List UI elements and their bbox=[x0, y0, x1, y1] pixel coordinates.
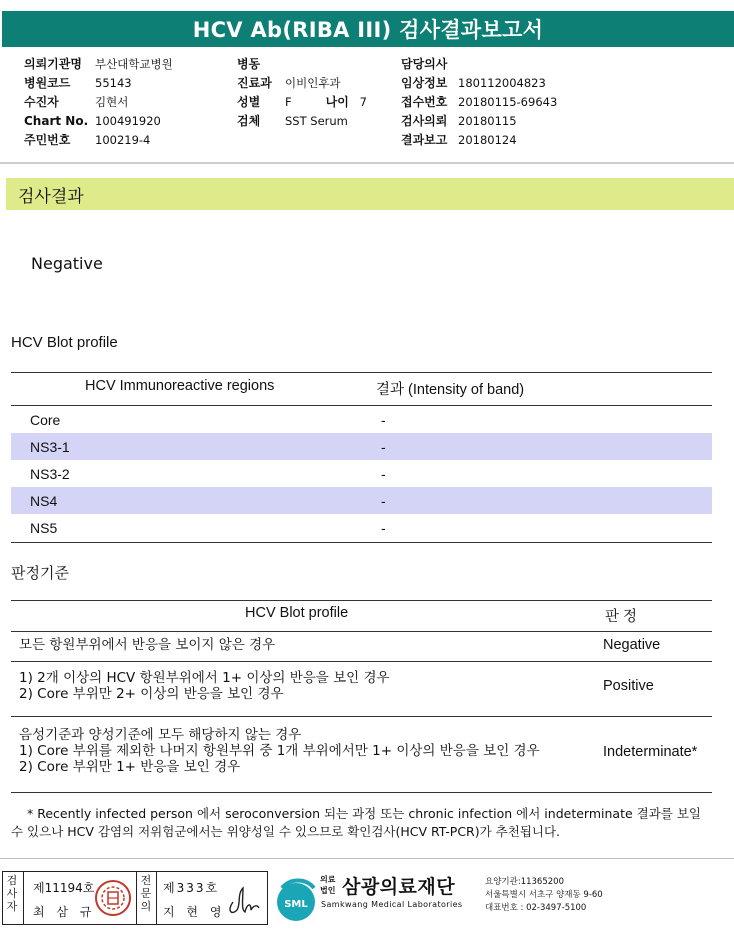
report-title: HCV Ab(RIBA III) 검사결과보고서 bbox=[2, 11, 734, 47]
legal-entity-label: 의료법인 bbox=[320, 875, 336, 895]
info-row bbox=[237, 54, 367, 73]
criteria-header-profile: HCV Blot profile bbox=[245, 605, 349, 621]
overall-result-value: Negative bbox=[31, 254, 103, 273]
signature-box bbox=[2, 871, 268, 925]
sml-logo-icon bbox=[272, 874, 322, 922]
specialist-name: 지 현 영 bbox=[163, 905, 226, 919]
info-label: 담당의사 bbox=[401, 57, 448, 71]
footnote-line: * Recently infected person 에서 seroconversion 되는 과정 또는 chronic infection 에서 indeterminate 결과를 보일 bbox=[27, 806, 701, 821]
contact-line: 대표번호 : 02-3497-5100 bbox=[485, 903, 587, 913]
info-label: Chart No. bbox=[24, 113, 89, 128]
specialist-label-char: 전 bbox=[140, 874, 152, 887]
info-row bbox=[401, 73, 557, 92]
info-row bbox=[237, 73, 367, 92]
blot-result: - bbox=[381, 492, 386, 509]
info-row bbox=[237, 111, 367, 130]
section-divider bbox=[0, 162, 734, 164]
organization-name: 삼광의료재단 bbox=[342, 876, 456, 898]
info-label: 의뢰기관명 bbox=[24, 57, 82, 71]
info-value: 100219-4 bbox=[95, 132, 151, 147]
info-row bbox=[401, 92, 557, 111]
table-rule bbox=[11, 372, 712, 373]
info-row bbox=[401, 111, 557, 130]
criteria-condition bbox=[19, 727, 540, 775]
tester-label bbox=[3, 874, 21, 913]
contact-line: 서울특별시 서초구 양재동 9-60 bbox=[485, 890, 603, 900]
footer-divider bbox=[0, 858, 734, 859]
blot-profile-title: HCV Blot profile bbox=[11, 334, 118, 351]
handwritten-signature-icon bbox=[223, 880, 263, 918]
info-row bbox=[401, 54, 557, 73]
info-value: 20180115 bbox=[458, 113, 517, 128]
blot-header-result: 결과 (Intensity of band) bbox=[376, 382, 525, 398]
table-rule bbox=[11, 542, 712, 543]
patient-info-col3 bbox=[401, 54, 557, 149]
criteria-line: 2) Core 부위만 1+ 반응을 보인 경우 bbox=[19, 759, 241, 775]
table-rule bbox=[11, 631, 712, 632]
age-value: 7 bbox=[359, 94, 367, 109]
info-label: 검사의뢰 bbox=[401, 114, 448, 128]
info-value: 이비인후과 bbox=[285, 75, 341, 90]
blot-region: NS3-2 bbox=[30, 465, 70, 482]
blot-result: - bbox=[381, 465, 386, 482]
blot-region: NS4 bbox=[30, 492, 58, 509]
criteria-condition bbox=[19, 637, 275, 653]
tester-name: 최 삼 규 bbox=[33, 905, 96, 919]
info-value: 부산대학교병원 bbox=[95, 56, 173, 71]
blot-row bbox=[11, 460, 712, 487]
blot-row bbox=[11, 406, 712, 433]
info-row bbox=[24, 73, 173, 92]
specialist-label-char: 문 bbox=[140, 887, 152, 900]
criteria-judgement: Positive bbox=[603, 678, 654, 694]
criteria-title: 판정기준 bbox=[11, 565, 69, 582]
criteria-line: 음성기준과 양성기준에 모두 해당하지 않는 경우 bbox=[19, 727, 302, 743]
info-label: 임상정보 bbox=[401, 76, 448, 90]
info-row bbox=[237, 92, 367, 111]
criteria-judgement: Negative bbox=[603, 637, 661, 653]
info-value: F bbox=[285, 94, 292, 109]
patient-info-col2 bbox=[237, 54, 367, 130]
blot-result: - bbox=[381, 411, 386, 428]
info-label: 접수번호 bbox=[401, 95, 448, 109]
blot-row bbox=[11, 487, 712, 514]
blot-row bbox=[11, 514, 712, 541]
info-value: 20180124 bbox=[458, 132, 517, 147]
info-label: 결과보고 bbox=[401, 133, 448, 147]
tester-license-no: 제11194호 bbox=[33, 881, 95, 895]
age-label: 나이 bbox=[325, 95, 349, 109]
info-label: 성별 bbox=[237, 95, 261, 109]
info-value: 55143 bbox=[95, 75, 132, 90]
info-row bbox=[24, 92, 173, 111]
patient-info-block bbox=[0, 52, 734, 156]
info-value: 20180115-69643 bbox=[458, 94, 558, 109]
criteria-line: 1) 2개 이상의 HCV 항원부위에서 1+ 이상의 반응을 보인 경우 bbox=[19, 670, 390, 686]
seal-stamp-icon bbox=[93, 878, 133, 918]
info-value: 김현서 bbox=[95, 94, 129, 109]
info-label: 진료과 bbox=[237, 76, 272, 90]
info-label: 병동 bbox=[237, 57, 261, 71]
footnote-line: 수 있으나 HCV 감염의 저위험군에서는 위양성일 수 있으므로 확인검사(HCV RT-PCR)가 추천됩니다. bbox=[11, 824, 561, 839]
tester-label-char: 사 bbox=[6, 887, 18, 900]
tester-label-char: 검 bbox=[6, 874, 18, 887]
info-row bbox=[24, 111, 173, 130]
info-row bbox=[401, 130, 557, 149]
cell-divider bbox=[23, 872, 24, 924]
info-label: 병원코드 bbox=[24, 76, 71, 90]
blot-result: - bbox=[381, 438, 386, 455]
table-rule bbox=[11, 661, 712, 662]
tester-label-char: 자 bbox=[6, 900, 18, 913]
criteria-line: 2) Core 부위만 2+ 이상의 반응을 보인 경우 bbox=[19, 686, 284, 702]
cell-divider bbox=[156, 872, 157, 924]
table-rule bbox=[11, 600, 712, 601]
organization-english-name: Samkwang Medical Laboratories bbox=[321, 900, 463, 909]
result-section-heading: 검사결과 bbox=[6, 178, 734, 210]
info-value: SST Serum bbox=[285, 113, 348, 128]
logo-text: SML bbox=[284, 899, 308, 910]
criteria-line: 모든 항원부위에서 반응을 보이지 않은 경우 bbox=[19, 637, 276, 653]
specialist-license-no: 제333호 bbox=[163, 881, 220, 895]
organization-contact bbox=[485, 876, 603, 915]
criteria-line: 1) Core 부위를 제외한 나머지 항원부위 중 1개 부위에서만 1+ 이상의 반응을 보인 경우 bbox=[19, 743, 540, 759]
specialist-label bbox=[137, 874, 155, 913]
info-label: 주민번호 bbox=[24, 133, 71, 147]
info-label: 수진자 bbox=[24, 95, 59, 109]
patient-info-col1 bbox=[24, 54, 173, 149]
criteria-header-judgement: 판 정 bbox=[605, 609, 638, 625]
blot-region: NS3-1 bbox=[30, 438, 70, 455]
blot-region: NS5 bbox=[30, 519, 58, 536]
table-rule bbox=[11, 716, 712, 717]
info-label: 검체 bbox=[237, 114, 261, 128]
table-rule bbox=[11, 792, 712, 793]
info-value: 100491920 bbox=[95, 113, 161, 128]
contact-line: 요양기관:11365200 bbox=[485, 877, 564, 887]
info-value: 180112004823 bbox=[458, 75, 546, 90]
blot-row bbox=[11, 433, 712, 460]
info-row bbox=[24, 54, 173, 73]
blot-header-regions: HCV Immunoreactive regions bbox=[85, 378, 275, 394]
info-row bbox=[24, 130, 173, 149]
blot-result: - bbox=[381, 519, 386, 536]
blot-region: Core bbox=[30, 411, 61, 428]
footnote bbox=[11, 805, 716, 841]
specialist-label-char: 의 bbox=[140, 900, 152, 913]
criteria-condition bbox=[19, 670, 390, 702]
criteria-judgement: Indeterminate* bbox=[603, 744, 698, 760]
